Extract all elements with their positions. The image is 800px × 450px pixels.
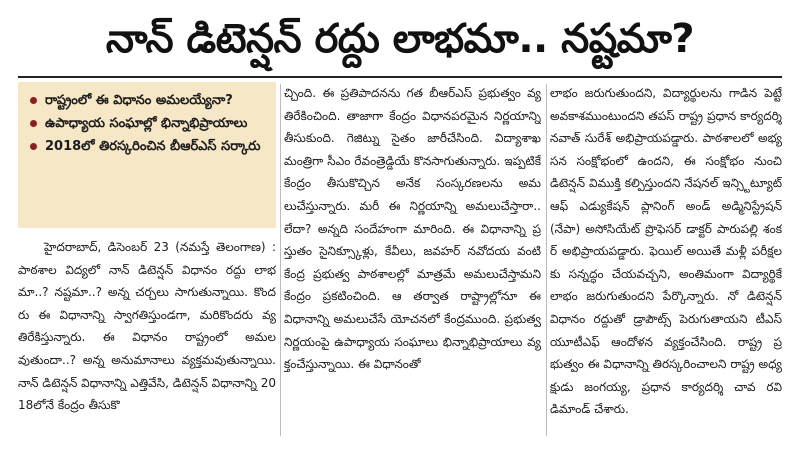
article-text-col1: హైదరాబాద్, డిసెంబర్ 23 (నమస్తే తెలంగాణ) : పాఠశాల విద్యలో నాన్ డిటెన్షన్ విధానం రద్దు లాభమా..? నష్టమా..? అన్న చర్చలు సాగుతున్నాయి. కొందరు ఈ విధానాన్ని స్వాగతిస్తుండగా, మరికొందరు వ్యతిరేకిస్తున్నారు. ఈ విధానం రాష్ట్రంలో అమలవుతుందా..? అన్న అనుమానాలు వ్యక్తమవుతున్నాయి. నాన్ డిటెన్షన్ విధానాన్ని ఎత్తివేసి, డిటెన్షన్ విధానాన్ని 2018లోనే కేంద్రం తీసుకొ: [18, 240, 276, 413]
article-text-col2: చ్చింది. ఈ ప్రతిపాదనను గత బీఆర్ఎస్ ప్రభుత్వం వ్యతిరేకించింది. తాజాగా కేంద్రం విధానపరమైన నిర్ణయాన్ని తీసుకుంది. గెజిట్ను సైతం జారీచేసింది. విద్యాశాఖ మంత్రిగా సీఎం రేవంత్రెడ్డియే కొనసాగుతున్నారు. ఇప్పటికే కేంద్రం తీసుకొచ్చిన అనేక సంస్కరణలను అమలుచేస్తున్నారు. మరీ ఈ నిర్ణయాన్ని అమలుచేస్తారా.. లేదా? అన్నది సందేహంగా మారింది. ఈ విధానాన్ని ప్రస్తుతం సైనిక్స్కూళ్లు, కేవీలు, జవహర్ నవోదయ వంటి కేంద్ర ప్రభుత్వ పాఠశాలల్లో మాత్రమే అమలుచేస్తామని కేంద్రం ప్రకటించింది. ఆ తర్వాత రాష్ట్రాల్లోనూ ఈ విధానాన్ని అమలుచేసే యోచనలో కేంద్రముంది. ప్రభుత్వ నిర్ణయంపై ఉపాధ్యాయ సంఘాలు భిన్నాభిప్రాయాలు వ్యక్తంచేస్తున్నాయి. ఈ విధానంతో: [284, 86, 541, 372]
highlights-box: [18, 82, 276, 228]
column-2: [284, 82, 541, 440]
highlight-text: ఉపాధ్యాయ సంఘాల్లో భిన్నాభిప్రాయాలు: [45, 116, 248, 131]
highlight-text: 2018లో తిరస్కరించిన బీఆర్ఎస్ సర్కారు: [45, 139, 261, 154]
bullet-icon: [30, 143, 37, 150]
highlight-item: [28, 90, 268, 111]
highlight-item: [28, 113, 268, 134]
headline: నాన్ డిటెన్షన్ రద్దు లాభమా.. నష్టమా?: [105, 16, 695, 62]
article-text-col3: లాభం జరుగుతుందని, విద్యార్థులను గాడిన పెట్టే అవకాశముంటుందని తపస్ రాష్ట్ర ప్రధాన కార్యదర్శి నవాత్ సురేశ్ అభిప్రాయపడ్డారు. పాఠశాలలో అభ్యసన సంక్షోభంలో ఉందని, ఈ సంక్షోభం నుంచి డిటెన్షన్ విముక్తి కల్పిస్తుందని నేషనల్ ఇన్స్టిట్యూట్ ఆఫ్ ఎడ్యుకేషన్ ప్లానింగ్ అండ్ అడ్మినిస్ట్రేషన్ (నేపా) అసోసియేట్ ప్రొఫెసర్ డాక్టర్ పారుపల్లి శంకర్ అభిప్రాయపడ్డారు. ఫెయిల్ అయితే మళ్లీ పరీక్షలకు సన్నద్ధం చేయవచ్చని, అంతిమంగా విద్యార్థికే లాభం జరుగుతుందని పేర్కొన్నారు. నో డిటెన్షన్ విధానం రద్దుతో డ్రాపౌట్స్ పెరుగుతాయని టీఎస్ యూటీఎఫ్ ఆందోళన వ్యక్తంచేసింది. రాష్ట్ర ప్రభుత్వం ఈ విధానాన్ని తిరస్కరించాలని రాష్ట్ర అధ్యక్షుడు జంగయ్య, ప్రధాన కార్యదర్శి చావ రవి డిమాండ్ చేశారు.: [550, 86, 782, 417]
highlight-text: రాష్ట్రంలో ఈ విధానం అమలయ్యేనా?: [45, 93, 233, 108]
column-divider: [546, 84, 547, 436]
headline-rule: [18, 76, 782, 78]
bullet-icon: [30, 120, 37, 127]
highlight-item: [28, 136, 268, 157]
bullet-icon: [30, 97, 37, 104]
column-divider: [280, 84, 281, 436]
column-3: [550, 82, 782, 440]
column-1: [18, 82, 276, 440]
